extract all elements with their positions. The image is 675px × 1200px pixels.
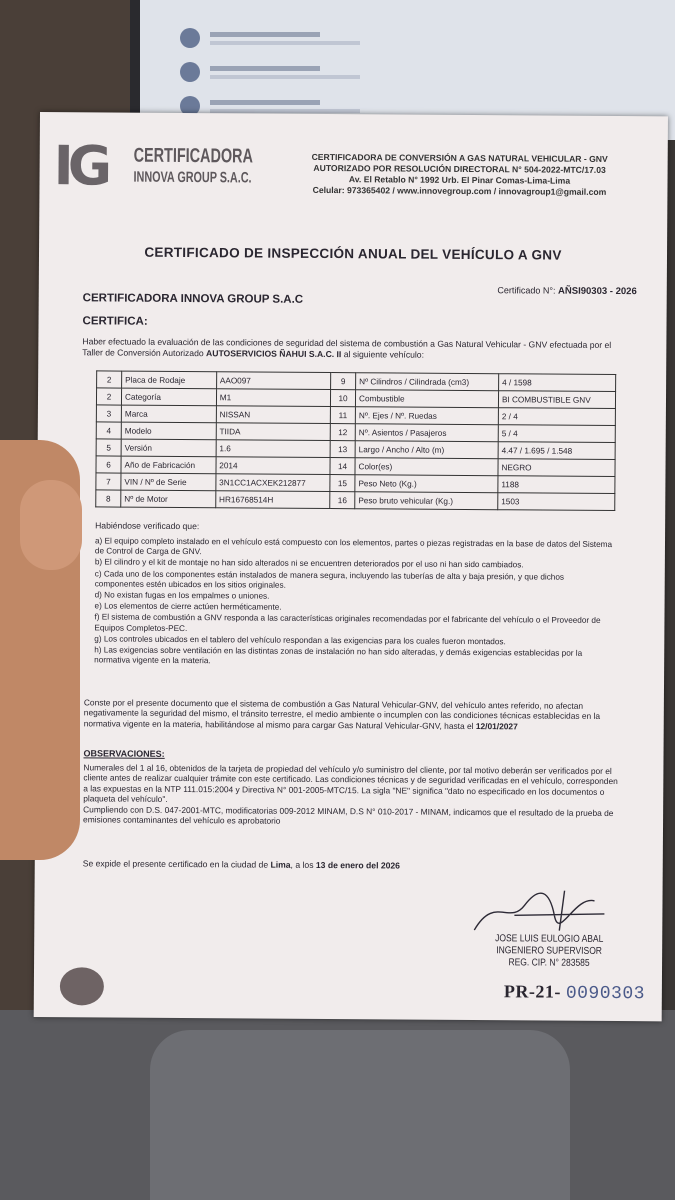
spec-cell-v1: AAO097 <box>216 372 330 390</box>
certificate-document <box>34 112 668 1021</box>
spec-cell-n1: 5 <box>96 439 121 456</box>
signer-name: JOSE LUIS EULOGIO ABAL <box>495 933 604 945</box>
spec-cell-n2: 13 <box>330 441 355 458</box>
list-item: h) Las exigencias sobre ventilación en las distintas zonas de instalación no han sido alteradas, y demás exigencias establecidas por la normativa vigente en la materia. <box>94 645 583 666</box>
spec-cell-l1: VIN / Nº de Serie <box>121 473 216 491</box>
signature-scribble <box>454 885 624 936</box>
spec-cell-v2: 2 / 4 <box>498 408 615 426</box>
spec-cell-v2: NEGRO <box>498 459 615 477</box>
spec-cell-v1: TIIDA <box>216 423 330 441</box>
spec-cell-v2: 4 / 1598 <box>499 374 616 392</box>
issue-date: 13 de enero del 2026 <box>315 859 401 871</box>
spec-cell-n2: 11 <box>330 407 355 424</box>
validity-date: 12/01/2027 <box>475 720 518 732</box>
spec-cell-n1: 7 <box>96 473 121 490</box>
list-item: d) No existan fugas en los empalmes o uniones. <box>94 590 270 601</box>
document-title: CERTIFICADO DE INSPECCIÓN ANUAL DEL VEHÍCULO A GNV <box>144 244 562 263</box>
list-item: b) El cilindro y el kit de montaje no han sido alterados ni se encuentren deteriorados por el uso ni han sido cambiados. <box>94 557 524 570</box>
spec-cell-v2: 1503 <box>498 493 615 511</box>
spec-cell-l1: Marca <box>121 405 216 423</box>
issue-city: Lima <box>270 859 291 870</box>
observation: Numerales del 1 al 16, obtenidos de la tarjeta de propiedad del vehículo y/o suministro del cliente, por tal motivo deberán ser verificados por el cliente antes de realizar cualquier trámite con este certificado. Las condiciones técnicas y de seguridad verificadas en el vehículo, corresponden a las expuestas en la NTP 111.015:2004 y Directiva N° 001-2005-MTC/15. La sigla "NE" significa "dato no especificado en los documentos o plaqueta del vehículo". <box>83 762 618 805</box>
issue-text-mid: , a los <box>290 859 316 870</box>
certificate-number <box>497 285 636 297</box>
spec-cell-n2: 15 <box>330 475 355 492</box>
spec-cell-v2: 5 / 4 <box>498 425 615 443</box>
signer-reg: REG. CIP. N° 283585 <box>508 957 590 969</box>
spec-cell-n1: 2 <box>97 371 122 388</box>
spec-cell-n2: 12 <box>330 424 355 441</box>
spec-cell-l2: Color(es) <box>355 458 498 476</box>
monitor-row <box>180 28 380 50</box>
issue-statement <box>83 858 400 870</box>
list-item: c) Cada uno de los componentes están instalados de manera segura, incluyendo las tuberías de alta y baja presión, y que dichos componentes estén ubicados en los sitios originales. <box>94 569 565 590</box>
observation: Cumpliendo con D.S. 047-2001-MTC, modificatorias 009-2012 MINAM, D.S N° 010-2017 - MINAM, indicamos que el resultado de la prueba de emisiones contaminantes del vehículo es aprobatorio <box>83 803 614 826</box>
spec-cell-v1: 1.6 <box>216 440 330 458</box>
spec-cell-l1: Modelo <box>121 422 216 440</box>
conste-paragraph <box>84 697 624 732</box>
intro-paragraph <box>82 336 622 362</box>
spec-cell-n2: 10 <box>330 390 355 407</box>
header-line: AUTORIZADO POR RESOLUCIÓN DIRECTORAL N° 504-2022-MTC/17.03 <box>313 162 606 175</box>
spec-cell-n1: 4 <box>96 422 121 439</box>
spec-cell-l1: Placa de Rodaje <box>122 371 217 389</box>
spec-cell-l1: Nº de Motor <box>121 490 216 508</box>
spec-cell-v1: HR16768514H <box>216 491 330 509</box>
list-item: f) El sistema de combustión a GNV responda a las características originales recomendadas por el fabricante del vehículo o el Proveedor de Equipos Completos-PEC. <box>94 612 601 633</box>
spec-cell-v1: M1 <box>216 389 330 407</box>
spec-cell-v1: 3N1CC1ACXEK212877 <box>216 474 330 492</box>
spec-cell-l1: Año de Fabricación <box>121 456 216 474</box>
spec-cell-v1: 2014 <box>216 457 330 475</box>
spec-cell-l2: Peso bruto vehicular (Kg.) <box>355 492 498 510</box>
list-item: g) Los controles ubicados en el tablero del vehículo respondan a las exigencias para los cuales fueron montados. <box>94 634 506 647</box>
thumb <box>20 480 82 570</box>
intro-text-end: al siguiente vehículo: <box>341 349 425 360</box>
spec-cell-l2: Nº. Asientos / Pasajeros <box>355 424 498 442</box>
serial-number <box>504 981 645 1004</box>
workshop-name: AUTOSERVICIOS ÑAHUI S.A.C. II <box>206 348 342 360</box>
spec-cell-l2: Peso Neto (Kg.) <box>355 475 498 493</box>
spec-cell-n1: 6 <box>96 456 121 473</box>
spec-cell-l2: Combustible <box>355 390 498 408</box>
spec-cell-l1: Categoría <box>121 388 216 406</box>
signer-block <box>477 933 622 970</box>
stamp-mark <box>60 967 104 1005</box>
serial-prefix: PR-21- <box>503 981 561 1002</box>
certifica-heading: CERTIFICA: <box>82 315 148 328</box>
header-line: CERTIFICADORA DE CONVERSIÓN A GAS NATURAL VEHICULAR - GNV <box>311 151 608 164</box>
observations-text <box>83 762 623 828</box>
logo-line2: INNOVA GROUP S.A.C. <box>133 168 252 187</box>
spec-cell-n2: 16 <box>330 492 355 509</box>
list-item: a) El equipo completo instalado en el vehículo está compuesto con los elementos, partes o piezas registradas en la base de datos del Sistema de Control de Carga de GNV. <box>94 536 613 557</box>
company-logo <box>53 134 253 199</box>
intro-text: Haber efectuado la evaluación de las condiciones de seguridad del sistema de combustión a Gas Natural Vehicular - GNV efectuada por el Taller de Conversión Autorizado <box>82 336 612 359</box>
issue-text: Se expide el presente certificado en la ciudad de <box>82 858 271 870</box>
observations-heading: OBSERVACIONES: <box>83 748 165 759</box>
spec-cell-n1: 2 <box>96 388 121 405</box>
serial-value: 0090303 <box>565 983 646 1005</box>
spec-cell-n1: 3 <box>96 405 121 422</box>
spec-cell-l2: Largo / Ancho / Alto (m) <box>355 441 498 459</box>
monitor-row <box>180 62 380 84</box>
verification-heading: Habiéndose verificado que: <box>95 520 200 532</box>
spec-cell-n1: 8 <box>96 490 121 507</box>
header-line: Av. El Retablo N° 1992 Urb. El Pinar Comas-Lima-Lima <box>348 174 571 186</box>
spec-cell-v2: 1188 <box>498 476 615 494</box>
header-line: Celular: 973365402 / www.innovegroup.com / innovagroup1@gmail.com <box>312 184 607 197</box>
spec-cell-l2: Nº Cilindros / Cilindrada (cm3) <box>356 373 499 391</box>
verification-list <box>94 536 615 670</box>
vehicle-specs-table <box>95 370 616 511</box>
header-info <box>279 152 639 199</box>
spec-cell-v1: NISSAN <box>216 406 330 424</box>
spec-cell-v2: 4.47 / 1.695 / 1.548 <box>498 442 615 460</box>
spec-cell-n2: 9 <box>331 373 356 390</box>
spec-cell-l1: Versión <box>121 439 216 457</box>
signer-role: INGENIERO SUPERVISOR <box>496 945 603 957</box>
background-leg <box>150 1030 570 1200</box>
spec-cell-v2: BI COMBUSTIBLE GNV <box>498 391 615 409</box>
logo-line1: CERTIFICADORA <box>133 144 253 168</box>
cert-label: Certificado N°: <box>497 285 556 296</box>
company-name: CERTIFICADORA INNOVA GROUP S.A.C <box>82 292 304 306</box>
list-item: e) Los elementos de cierre actúen herméticamente. <box>94 601 282 612</box>
spec-cell-l2: Nº. Ejes / Nº. Ruedas <box>355 407 498 425</box>
table-row <box>96 490 615 511</box>
spec-cell-n2: 14 <box>330 458 355 475</box>
ig-logo-mark: IG <box>53 134 107 198</box>
conste-text: Conste por el presente documento que el sistema de combustión a Gas Natural Vehicular-GNV, del vehículo antes referido, no afectan negativamente la seguridad del mismo, el tránsito terrestre, el medio ambiente o incumplen con las condiciones técnicas establecidas en la normativa vigente en la materia, habilitándose al mismo para cargar Gas Natural Vehicular-GNV, hasta el <box>83 697 601 731</box>
cert-number-value: AÑSI90303 - 2026 <box>558 285 637 298</box>
